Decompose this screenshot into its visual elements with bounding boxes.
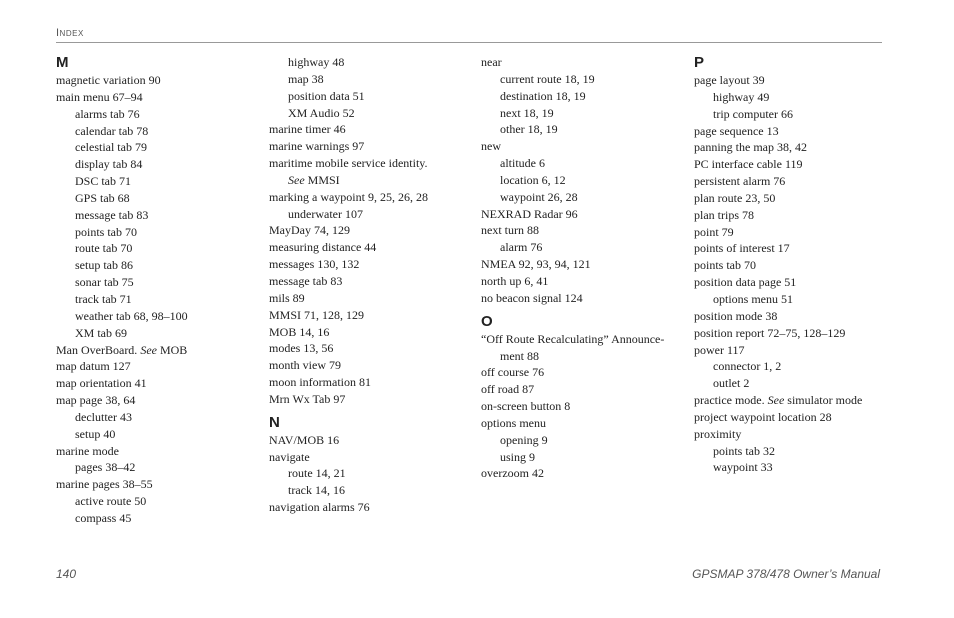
index-entry: plan route 23, 50 [694, 190, 776, 205]
index-entry: marine mode [56, 443, 119, 458]
index-subentry: setup tab 86 [75, 258, 133, 273]
index-subentry: track 14, 16 [288, 483, 345, 498]
index-entry: off course 76 [481, 365, 545, 380]
index-subentry [269, 172, 474, 189]
index-entry: north up 6, 41 [481, 273, 549, 288]
index-entry: points tab 70 [694, 258, 756, 273]
index-subentry: connector 1, 2 [713, 359, 782, 374]
index-entry: new [481, 139, 501, 154]
index-entry: NMEA 92, 93, 94, 121 [481, 257, 591, 272]
index-subentry: route tab 70 [75, 241, 133, 256]
entry-text: practice mode. [694, 393, 768, 408]
see-target: MMSI [304, 172, 340, 187]
index-subentry: compass 45 [75, 510, 132, 525]
manual-title: GPSMAP 378/478 Owner’s Manual [692, 567, 880, 581]
index-subentry: points tab 70 [75, 224, 137, 239]
index-letter-heading: M [56, 54, 69, 71]
index-entry: persistent alarm 76 [694, 174, 786, 189]
index-subentry: options menu 51 [713, 291, 793, 306]
section-header: Index [56, 27, 84, 39]
index-entry: proximity [694, 426, 742, 441]
index-subentry: display tab 84 [75, 157, 143, 172]
index-entry: navigation alarms 76 [269, 500, 370, 515]
index-subentry: GPS tab 68 [75, 190, 130, 205]
page-number: 140 [56, 567, 77, 581]
index-subentry: opening 9 [500, 432, 548, 447]
index-letter-heading: P [694, 54, 705, 71]
index-entry: points of interest 17 [694, 241, 790, 256]
index-entry: map orientation 41 [56, 376, 147, 391]
index-subentry: XM tab 69 [75, 325, 127, 340]
index-subentry: sonar tab 75 [75, 275, 134, 290]
index-subentry: highway 48 [288, 55, 345, 69]
index-entry: mils 89 [269, 290, 305, 305]
index-entry: MayDay 74, 129 [269, 223, 350, 238]
index-column-1 [56, 54, 261, 527]
index-subentry: other 18, 19 [500, 122, 558, 137]
index-letter-heading: O [481, 312, 493, 330]
index-entry: on-screen button 8 [481, 399, 571, 414]
index-subentry: outlet 2 [713, 376, 750, 391]
index-column-4 [694, 54, 899, 476]
index-subentry: track tab 71 [75, 291, 132, 306]
index-subentry: altitude 6 [500, 156, 545, 171]
index-entry: off road 87 [481, 382, 535, 397]
index-entry: month view 79 [269, 358, 341, 373]
index-subentry: destination 18, 19 [500, 88, 586, 103]
index-entry: marking a waypoint 9, 25, 26, 28 [269, 189, 428, 204]
index-entry: power 117 [694, 342, 745, 357]
index-entry: “Off Route Recalculating” Announce- [481, 331, 665, 346]
index-subentry: setup 40 [75, 426, 116, 441]
index-entry: Mrn Wx Tab 97 [269, 391, 346, 406]
index-entry: modes 13, 56 [269, 341, 334, 356]
index-subentry: position data 51 [288, 88, 365, 103]
index-entry: moon information 81 [269, 375, 371, 390]
index-entry: options menu [481, 415, 546, 430]
index-entry: message tab 83 [269, 273, 343, 288]
index-entry: page sequence 13 [694, 123, 779, 138]
index-subentry: declutter 43 [75, 409, 132, 424]
index-entry: page layout 39 [694, 73, 765, 87]
index-entry: no beacon signal 124 [481, 290, 583, 305]
index-subentry: celestial tab 79 [75, 140, 147, 155]
index-subentry: alarms tab 76 [75, 106, 140, 121]
index-subentry: active route 50 [75, 494, 147, 509]
index-subentry: message tab 83 [75, 207, 149, 222]
index-subentry: DSC tab 71 [75, 174, 132, 189]
index-entry: next turn 88 [481, 223, 539, 238]
index-entry: MOB 14, 16 [269, 324, 330, 339]
see-reference: See [288, 172, 305, 187]
index-entry: panning the map 38, 42 [694, 140, 807, 155]
index-entry: NEXRAD Radar 96 [481, 206, 578, 221]
index-entry: project waypoint location 28 [694, 409, 832, 424]
see-target: MOB [156, 342, 188, 357]
index-entry [56, 342, 261, 359]
index-subentry: map 38 [288, 71, 324, 86]
index-entry: marine timer 46 [269, 122, 346, 137]
index-entry: maritime mobile service identity. [269, 156, 428, 171]
index-entry: NAV/MOB 16 [269, 432, 340, 447]
index-entry: plan trips 78 [694, 207, 754, 222]
index-entry: position mode 38 [694, 308, 778, 323]
see-target: simulator mode [784, 393, 863, 408]
index-entry: PC interface cable 119 [694, 157, 803, 172]
entry-text: Man OverBoard. [56, 342, 141, 357]
index-entry [694, 392, 899, 409]
index-subentry: highway 49 [713, 89, 770, 104]
index-subentry: waypoint 33 [713, 460, 773, 475]
index-entry: messages 130, 132 [269, 257, 360, 272]
index-entry: navigate [269, 449, 310, 464]
index-subentry: pages 38–42 [75, 460, 136, 475]
index-subentry: next 18, 19 [500, 105, 554, 120]
index-entry: position data page 51 [694, 275, 797, 290]
index-entry: point 79 [694, 224, 734, 239]
index-entry: map page 38, 64 [56, 393, 136, 408]
see-reference: See [767, 393, 785, 408]
index-entry: marine warnings 97 [269, 139, 365, 154]
index-subentry: XM Audio 52 [288, 105, 355, 120]
index-column-3 [481, 54, 686, 482]
index-subentry: underwater 107 [288, 206, 363, 221]
index-subentry: weather tab 68, 98–100 [75, 308, 188, 323]
index-entry: measuring distance 44 [269, 240, 377, 255]
index-entry: position report 72–75, 128–129 [694, 325, 846, 340]
index-subentry: alarm 76 [500, 240, 543, 255]
see-reference: See [140, 342, 157, 357]
index-subentry: waypoint 26, 28 [500, 189, 578, 204]
index-entry: map datum 127 [56, 359, 131, 374]
index-column-2 [269, 54, 474, 516]
index-subentry: trip computer 66 [713, 106, 793, 121]
index-entry: MMSI 71, 128, 129 [269, 307, 365, 322]
index-entry: near [481, 55, 502, 69]
index-entry: main menu 67–94 [56, 89, 143, 104]
index-subentry: current route 18, 19 [500, 71, 595, 86]
index-letter-heading: N [269, 413, 280, 431]
index-subentry: ment 88 [500, 348, 539, 363]
index-entry: overzoom 42 [481, 466, 544, 481]
index-subentry: location 6, 12 [500, 172, 566, 187]
index-subentry: using 9 [500, 449, 536, 464]
index-subentry: route 14, 21 [288, 466, 346, 481]
index-subentry: calendar tab 78 [75, 123, 149, 138]
index-entry: magnetic variation 90 [56, 73, 161, 87]
index-subentry: points tab 32 [713, 443, 775, 458]
index-entry: marine pages 38–55 [56, 477, 153, 492]
header-rule [56, 42, 882, 43]
